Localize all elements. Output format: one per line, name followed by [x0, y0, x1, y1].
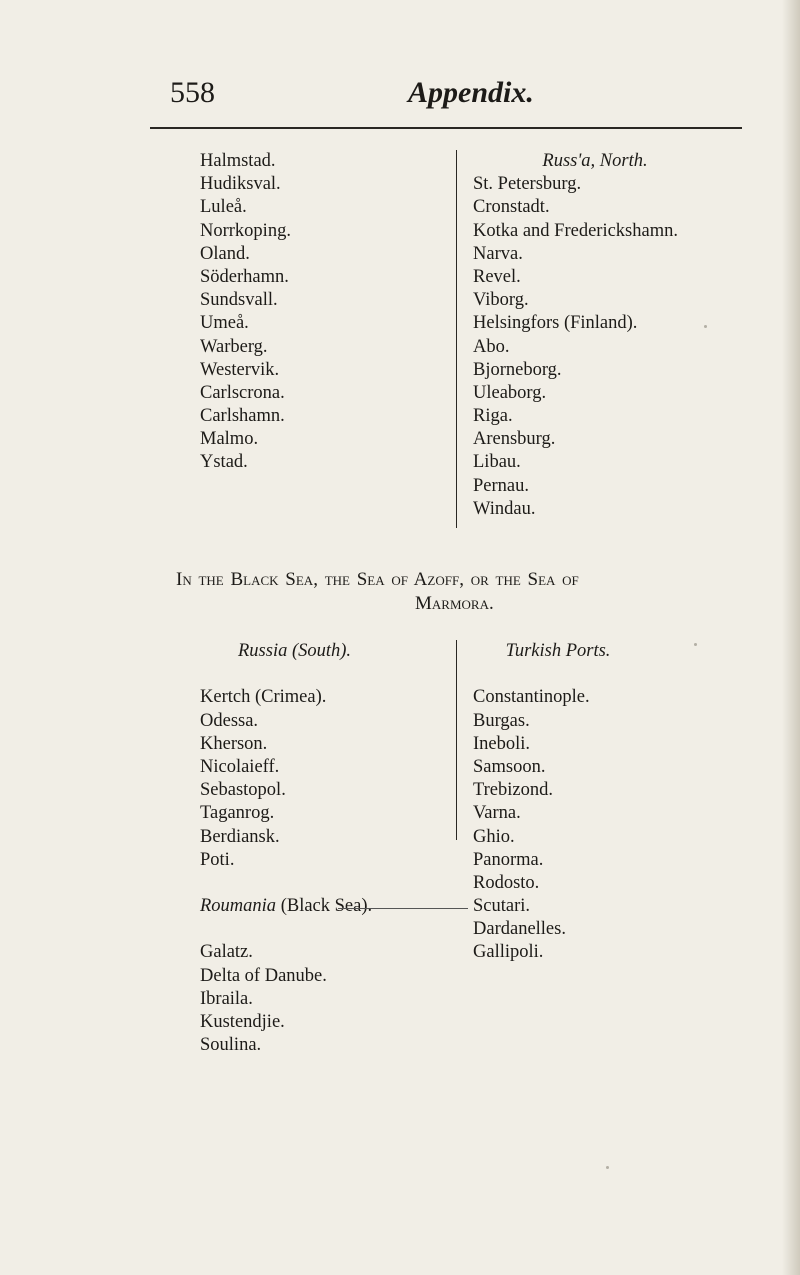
- port-list-item: Panorma.: [473, 849, 544, 870]
- russia-north-column: [473, 150, 717, 521]
- russia-south-heading-name: Russia: [238, 641, 288, 661]
- russia-north-ports-list: [473, 173, 717, 521]
- page-edge-shadow: [782, 0, 800, 1275]
- port-list-item: Soulina.: [200, 1035, 262, 1056]
- port-list-item: St. Petersburg.: [473, 174, 582, 195]
- page-header: [0, 70, 800, 115]
- russia-south-column: [200, 640, 372, 1057]
- port-list-item: Galatz.: [200, 942, 253, 963]
- paper-speck: [694, 643, 697, 646]
- port-list-item: Burgas.: [473, 710, 530, 731]
- port-list-item: Libau.: [473, 452, 521, 473]
- port-list-item: Scutari.: [473, 896, 531, 917]
- port-list-item: Samsoon.: [473, 756, 546, 777]
- port-list-item: Constantinople.: [473, 687, 590, 708]
- port-list-item: Norrkoping.: [200, 220, 291, 241]
- sweden-ports-list: [200, 150, 291, 475]
- port-list-item: Bjorneborg.: [473, 359, 562, 380]
- port-list-item: Rodosto.: [473, 872, 540, 893]
- turkish-ports-list: [473, 686, 643, 964]
- port-list-item: Ineboli.: [473, 733, 531, 754]
- russia-south-ports-list: [200, 686, 372, 872]
- port-list-item: Revel.: [473, 266, 521, 287]
- port-list-item: Trebizond.: [473, 780, 553, 801]
- port-list-item: Hudiksval.: [200, 174, 281, 195]
- port-list-item: Halmstad.: [200, 151, 276, 171]
- port-list-item: Ghio.: [473, 826, 515, 847]
- column-divider-upper: [456, 150, 457, 528]
- black-sea-section-heading-cont: Marmora.: [415, 593, 494, 614]
- port-list-item: Viborg.: [473, 290, 529, 311]
- port-list-item: Narva.: [473, 243, 523, 264]
- roumania-heading-region: (Black Sea).: [280, 896, 373, 917]
- port-list-item: Odessa.: [200, 710, 259, 731]
- roumania-heading-name: Roumania: [200, 896, 277, 917]
- paper-speck: [606, 1166, 609, 1169]
- port-list-item: Varna.: [473, 803, 521, 824]
- port-list-item: Kustendjie.: [200, 1012, 285, 1032]
- port-list-item: Ibraila.: [200, 988, 253, 1009]
- header-rule: [150, 127, 742, 129]
- roumania-heading: [200, 895, 372, 918]
- turkish-ports-column: [473, 640, 643, 965]
- roumania-ports-list: [200, 941, 372, 1057]
- page-number: 558: [170, 76, 215, 109]
- port-list-item: Arensburg.: [473, 429, 556, 450]
- black-sea-section-heading: In the Black Sea, the Sea of Azoff, or the Sea of: [176, 569, 579, 590]
- port-list-item: Dardanelles.: [473, 919, 566, 940]
- port-list-item: Malmo.: [200, 429, 259, 450]
- port-list-item: Abo.: [473, 336, 510, 357]
- port-list-item: Warberg.: [200, 336, 268, 357]
- paper-speck: [704, 325, 707, 328]
- port-list-item: Pernau.: [473, 475, 529, 496]
- running-title: Appendix.: [408, 76, 534, 109]
- port-list-item: Riga.: [473, 406, 513, 427]
- port-list-item: Kotka and Frederickshamn.: [473, 220, 678, 241]
- port-list-item: Gallipoli.: [473, 942, 544, 963]
- port-list-item: Berdiansk.: [200, 826, 280, 847]
- port-list-item: Söderhamn.: [200, 266, 289, 287]
- port-list-item: Sundsvall.: [200, 290, 278, 311]
- port-list-item: Taganrog.: [200, 803, 275, 824]
- port-list-item: Nicolaieff.: [200, 756, 280, 777]
- port-list-item: Umeå.: [200, 313, 249, 334]
- column-divider-lower: [456, 640, 457, 840]
- port-list-item: Windau.: [473, 498, 536, 519]
- port-list-item: Poti.: [200, 849, 235, 870]
- bottom-rule: [338, 908, 468, 909]
- russia-south-heading-region: (South).: [291, 641, 352, 661]
- port-list-item: Uleaborg.: [473, 382, 547, 403]
- turkish-ports-heading: Turkish Ports.: [505, 641, 611, 661]
- port-list-item: Cronstadt.: [473, 197, 550, 218]
- port-list-item: Carlshamn.: [200, 406, 285, 427]
- port-list-item: Westervik.: [200, 359, 280, 380]
- port-list-item: Luleå.: [200, 197, 247, 218]
- port-list-item: Oland.: [200, 243, 250, 264]
- russia-north-heading: Russ'a, North.: [542, 151, 648, 171]
- port-list-item: Kertch (Crimea).: [200, 687, 327, 708]
- port-list-item: Carlscrona.: [200, 382, 285, 403]
- port-list-item: Kherson.: [200, 733, 268, 754]
- port-list-item: Sebastopol.: [200, 780, 286, 801]
- port-list-item: Delta of Danube.: [200, 965, 327, 986]
- port-list-item: Ystad.: [200, 452, 248, 473]
- port-list-item: Helsingfors (Finland).: [473, 313, 638, 334]
- russia-south-heading: [200, 640, 372, 663]
